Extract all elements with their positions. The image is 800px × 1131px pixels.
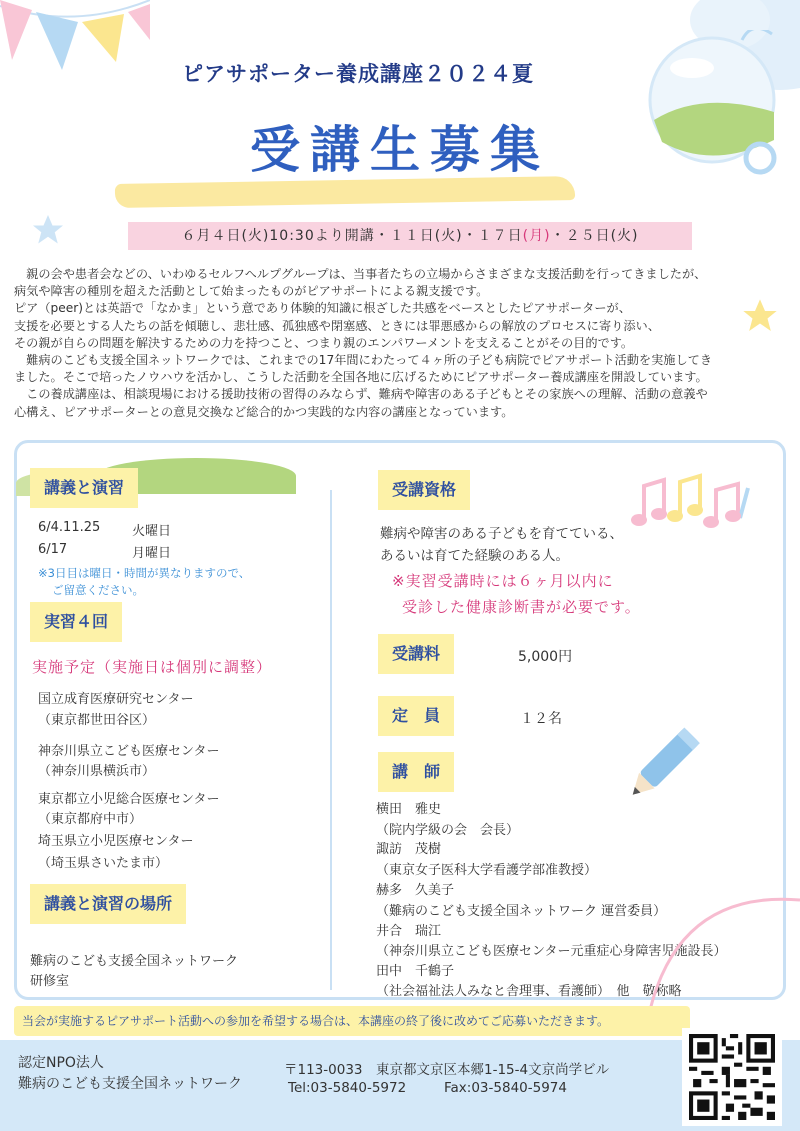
star-icon [30,212,66,248]
qualification-note: ※実習受講時には６ヶ月以内に [392,572,614,590]
qualification-line: 難病や障害のある子どもを育てている、 [380,526,623,542]
intro-line: 心構え、ピアサポーターとの意見交換など総合的かつ実践的な内容の講座となっています。 [14,404,514,419]
capacity-value: １２名 [520,711,562,727]
lecture-note: ご留意ください。 [52,583,144,597]
qualification-label: 受講資格 [378,470,470,510]
qualification-note: 受診した健康診断書が必要です。 [402,598,641,616]
org-address: 〒113-0033 東京都文京区本郷1-15-4文京尚学ビル [284,1062,610,1078]
lecturer-label: 講 師 [378,752,454,792]
hospital-name: 神奈川県立こども医療センター [38,744,220,759]
intro-line: 難病のこども支援全国ネットワークでは、これまでの17年間にわたって４ヶ所の子ども病院でピアサポート活動を実施してき [14,353,713,368]
hospital-location: （埼玉県さいたま市） [38,856,169,871]
practice-plan: 実施予定（実施日は個別に調整） [32,658,273,676]
hospital-location: （神奈川県横浜市） [38,764,156,779]
venue-name: 難病のこども支援全国ネットワーク [30,954,239,969]
hospital-name: 国立成育医療研究センター [38,692,194,707]
lecture-day-1: 火曜日 [132,524,172,539]
practice-label: 実習４回 [30,602,122,642]
page-title: 受講生募集 [250,121,550,179]
hospital-location: （東京都府中市） [38,812,143,827]
lecture-day-2: 月曜日 [132,546,172,561]
lecturer-role: （難病のこども支援全国ネットワーク 運営委員） [376,904,667,919]
lecturer-name: 赫多 久美子 [376,883,455,898]
qr-code[interactable] [682,1028,782,1126]
fee-label: 受講料 [378,634,454,674]
hospital-name: 東京都立小児総合医療センター [38,792,220,807]
lecturer-name: 田中 千鶴子 [376,964,455,979]
org-tel: Tel:03-5840-5972 [288,1080,407,1096]
event-subtitle: ピアサポーター養成講座２０２４夏 [182,62,534,86]
lecturer-name: 諏訪 茂樹 [376,842,442,857]
music-notes-icon [630,468,760,538]
pencil-icon [616,720,706,810]
schedule-dates-monday: (月) [522,228,551,244]
hospital-location: （東京都世田谷区） [38,713,156,728]
lecturer-role: （院内学級の会 会長） [376,823,520,838]
lecture-dates-1: 6/4.11.25 [38,520,101,535]
qualification-line: あるいは育てた経験のある人。 [380,548,569,564]
lecturer-name: 井合 瑞江 [376,924,442,939]
lecturer-role: （神奈川県立こども医療センター元重症心身障害児施設長） [376,944,727,959]
venue-label: 講義と演習の場所 [30,884,186,924]
fee-value: 5,000円 [518,649,573,665]
lecturer-name: 横田 雅史 [376,802,442,817]
org-fax: Fax:03-5840-5974 [444,1080,567,1096]
capacity-label: 定 員 [378,696,454,736]
intro-line: 親の会や患者会などの、いわゆるセルフヘルプグループは、当事者たちの立場からさまざまな支援活動を行ってきましたが、 [14,267,707,281]
intro-line: その親が自らの問題を解決するための力を持つこと、つまり親のエンパワーメントを支えることがその目的です。 [14,335,634,350]
venue-room: 研修室 [30,974,70,989]
lecturer-role: （東京女子医科大学看護学部准教授） [376,863,598,878]
org-type: 認定NPO法人 [18,1055,104,1071]
lecture-note: ※3日目は曜日・時間が異なりますので、 [38,566,251,580]
intro-line: この養成講座は、相談現場における援助技術の習得のみならず、難病や障害のある子どもとその家族への理解、活動の意義や [14,387,708,402]
application-notice: 当会が実施するピアサポート活動への参加を希望する場合は、本講座の終了後に改めてご応募いただきます。 [14,1006,690,1036]
hospital-name: 埼玉県立小児医療センター [38,834,194,849]
intro-line: 病気や障害の種別を超えた活動として始まったものがピアサポートによる親支援です。 [14,284,489,299]
qr-code-icon [688,1034,776,1120]
org-name: 難病のこども支援全国ネットワーク [18,1076,242,1092]
intro-text [14,266,784,421]
curve-decoration [640,860,800,1020]
column-divider [330,490,332,990]
lecturer-role: （社会福祉法人みなと舎理事、看護師） 他 敬称略 [376,984,682,999]
intro-line: ピア（peer)とは英語で「なかま」という意であり体験的知識に根ざした共感をベースとしたピアサポーターが、 [14,301,631,316]
schedule-dates-part3: ・２５日(火) [550,228,639,244]
schedule-dates-part1: ６月４日(火)10:30より開講・１１日(火)・１７日 [181,228,523,244]
intro-line: 支援を必要とする人たちの話を傾聴し、悲壮感、孤独感や閉塞感、ときには罪悪感からの解放のプロセスに寄り添い、 [14,318,660,333]
intro-line: ました。そこで培ったノウハウを活かし、こうした活動を全国各地に広げるためにピアサポーター養成講座を開設しています。 [14,370,708,385]
balloon-globe-decoration [632,30,782,180]
schedule-bar [128,222,692,250]
lecture-dates-2: 6/17 [38,542,68,557]
lecture-label: 講義と演習 [30,468,138,508]
